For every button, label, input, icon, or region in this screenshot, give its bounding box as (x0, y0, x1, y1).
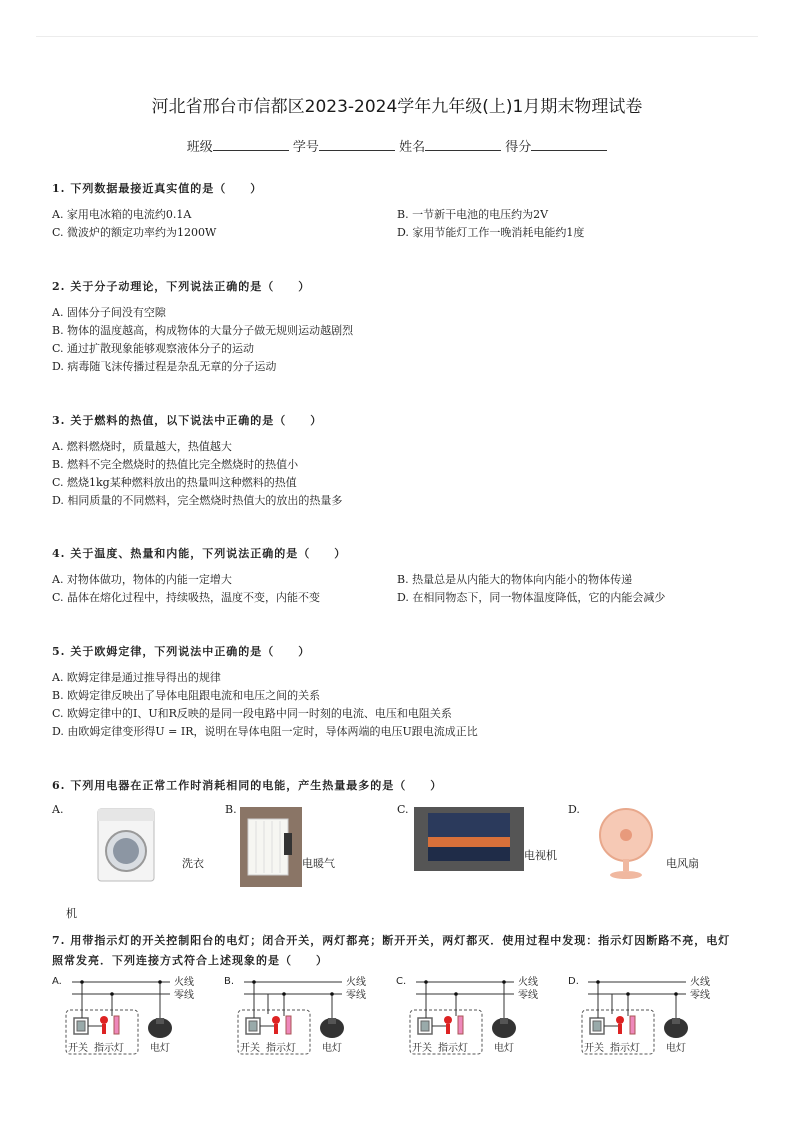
class-label: 班级 (186, 140, 213, 155)
question-5 (52, 643, 742, 741)
option-a[interactable]: A. 欧姆定律是通过推导得出的规律 (52, 671, 221, 684)
option-d-text: 电风扇 (666, 857, 699, 870)
lamp-socket-icon (328, 1018, 336, 1024)
lamp-socket-icon (156, 1018, 164, 1024)
switch-knob-icon (77, 1021, 85, 1031)
option-d[interactable]: D. 相同质量的不同燃料，完全燃烧时热值大的放出的热量多 (52, 494, 343, 507)
class-blank[interactable] (213, 138, 289, 151)
question-text: 1. 下列数据最接近真实值的是（ ） (52, 182, 263, 195)
option-c-label[interactable]: C. (397, 803, 409, 816)
question-4 (52, 545, 742, 607)
option-a-text-cont: 机 (66, 907, 77, 920)
page-title: 河北省邢台市信都区2023-2024学年九年级(上)1月期末物理试卷 (151, 97, 643, 117)
switch-label: 开关 (240, 1043, 260, 1054)
option-label: B. (224, 976, 235, 987)
option-a-text: 洗衣 (182, 857, 204, 870)
option-a[interactable]: A. 对物体做功，物体的内能一定增大 (52, 573, 232, 586)
option-b[interactable]: B. 物体的温度越高，构成物体的大量分子做无规则运动越剧烈 (52, 324, 354, 337)
junction-dot (454, 992, 458, 996)
neutral-wire-label: 零线 (518, 990, 538, 1001)
option-d[interactable]: D. 家用节能灯工作一晚消耗电能约1度 (397, 226, 585, 239)
electric-fan-image[interactable] (597, 807, 655, 881)
option-b[interactable]: B. 燃料不完全燃烧时的热值比完全燃烧时的热值小 (52, 458, 299, 471)
junction-dot (502, 980, 506, 984)
junction-dot (80, 980, 84, 984)
indicator-lamp-icon (616, 1016, 624, 1024)
circuit-option-b[interactable] (224, 974, 394, 1064)
lamp-socket-icon (500, 1018, 508, 1024)
lamp-label: 电灯 (666, 1043, 686, 1054)
option-c[interactable]: C. 晶体在熔化过程中，持续吸热，温度不变，内能不变 (52, 591, 321, 604)
name-label: 姓名 (399, 140, 426, 155)
circuit-option-d[interactable] (568, 974, 738, 1064)
option-a[interactable]: A. 燃料燃烧时，质量越大，热值越大 (52, 440, 232, 453)
question-7 (52, 932, 742, 1066)
lamp-socket-icon (672, 1018, 680, 1024)
question-3 (52, 412, 742, 510)
question-text: 2. 关于分子动理论，下列说法正确的是（ ） (52, 280, 311, 293)
resistor-icon (286, 1016, 291, 1034)
lamp-label: 电灯 (494, 1043, 514, 1054)
electric-heater-image[interactable] (240, 807, 302, 887)
indicator-lamp-stem-icon (274, 1024, 278, 1034)
option-b[interactable]: B. 一节新干电池的电压约为2V (397, 208, 549, 221)
option-label: D. (568, 976, 579, 987)
question-text: 7. 用带指示灯的开关控制阳台的电灯；闭合开关，两灯都亮；断开开关，两灯都灭．使用过程中发现：指示灯因断路不亮，电灯 (52, 934, 731, 947)
switch-knob-icon (421, 1021, 429, 1031)
indicator-label: 指示灯 (266, 1043, 296, 1054)
option-c[interactable]: C. 通过扩散现象能够观察液体分子的运动 (52, 342, 255, 355)
number-blank[interactable] (319, 138, 395, 151)
question-text: 5. 关于欧姆定律，下列说法中正确的是（ ） (52, 645, 311, 658)
question-text-cont: 照常发亮．下列连接方式符合上述现象的是（ ） (52, 954, 328, 967)
indicator-lamp-stem-icon (618, 1024, 622, 1034)
junction-dot (282, 992, 286, 996)
switch-label: 开关 (68, 1043, 88, 1054)
indicator-lamp-icon (100, 1016, 108, 1024)
question-6 (52, 777, 742, 920)
switch-knob-icon (593, 1021, 601, 1031)
junction-dot (674, 992, 678, 996)
junction-dot (330, 992, 334, 996)
circuit-option-a[interactable] (52, 974, 222, 1064)
resistor-icon (630, 1016, 635, 1034)
option-a[interactable]: A. 家用电冰箱的电流约0.1A (52, 208, 192, 221)
junction-dot (626, 992, 630, 996)
question-text: 3. 关于燃料的热值，以下说法中正确的是（ ） (52, 414, 323, 427)
circuit-options (52, 974, 742, 1066)
option-label: C. (396, 976, 407, 987)
indicator-label: 指示灯 (610, 1043, 640, 1054)
lamp-label: 电灯 (322, 1043, 342, 1054)
indicator-lamp-icon (272, 1016, 280, 1024)
neutral-wire-label: 零线 (690, 990, 710, 1001)
score-blank[interactable] (531, 138, 607, 151)
option-c[interactable]: C. 燃烧1kg某种燃料放出的热量叫这种燃料的热值 (52, 476, 297, 489)
neutral-wire-label: 零线 (174, 990, 194, 1001)
live-wire-label: 火线 (518, 977, 538, 988)
indicator-lamp-stem-icon (446, 1024, 450, 1034)
option-d[interactable]: D. 病毒随飞沫传播过程是杂乱无章的分子运动 (52, 360, 277, 373)
option-c-text: 电视机 (524, 849, 557, 862)
lamp-label: 电灯 (150, 1043, 170, 1054)
neutral-wire-label: 零线 (346, 990, 366, 1001)
number-label: 学号 (292, 140, 319, 155)
switch-label: 开关 (584, 1043, 604, 1054)
junction-dot (110, 992, 114, 996)
option-a[interactable]: A. 固体分子间没有空隙 (52, 306, 166, 319)
circuit-option-c[interactable] (396, 974, 566, 1064)
option-a-label[interactable]: A. (52, 803, 64, 816)
option-c[interactable]: C. 微波炉的额定功率约为1200W (52, 226, 217, 239)
option-b-label[interactable]: B. (225, 803, 237, 816)
live-wire-label: 火线 (346, 977, 366, 988)
question-text: 6. 下列用电器在正常工作时消耗相同的电能，产生热量最多的是（ ） (52, 779, 443, 792)
live-wire-label: 火线 (174, 977, 194, 988)
top-rule (36, 36, 758, 37)
option-b[interactable]: B. 热量总是从内能大的物体向内能小的物体传递 (397, 573, 633, 586)
option-d[interactable]: D. 在相同物态下，同一物体温度降低，它的内能会减少 (397, 591, 666, 604)
indicator-label: 指示灯 (94, 1043, 124, 1054)
option-c[interactable]: C. 欧姆定律中的I、U和R反映的是同一段电路中同一时刻的电流、电压和电阻关系 (52, 707, 452, 720)
resistor-icon (114, 1016, 119, 1034)
junction-dot (424, 980, 428, 984)
score-label: 得分 (505, 140, 532, 155)
television-image[interactable] (414, 807, 524, 871)
junction-dot (158, 980, 162, 984)
switch-knob-icon (249, 1021, 257, 1031)
student-info-line (0, 136, 794, 155)
option-d-label[interactable]: D. (568, 803, 580, 816)
question-text: 4. 关于温度、热量和内能，下列说法正确的是（ ） (52, 547, 347, 560)
indicator-lamp-icon (444, 1016, 452, 1024)
option-b-text: 电暖气 (302, 857, 335, 870)
option-b[interactable]: B. 欧姆定律反映出了导体电阻跟电流和电压之间的关系 (52, 689, 321, 702)
live-wire-label: 火线 (690, 977, 710, 988)
indicator-lamp-stem-icon (102, 1024, 106, 1034)
junction-dot (252, 980, 256, 984)
resistor-icon (458, 1016, 463, 1034)
option-label: A. (52, 976, 62, 987)
washing-machine-image[interactable] (94, 807, 158, 883)
question-1 (52, 180, 742, 242)
question-2 (52, 278, 742, 376)
indicator-label: 指示灯 (438, 1043, 468, 1054)
junction-dot (596, 980, 600, 984)
switch-label: 开关 (412, 1043, 432, 1054)
option-d[interactable]: D. 由欧姆定律变形得U = IR，说明在导体电阻一定时，导体两端的电压U跟电流成正比 (52, 725, 478, 738)
name-blank[interactable] (425, 138, 501, 151)
